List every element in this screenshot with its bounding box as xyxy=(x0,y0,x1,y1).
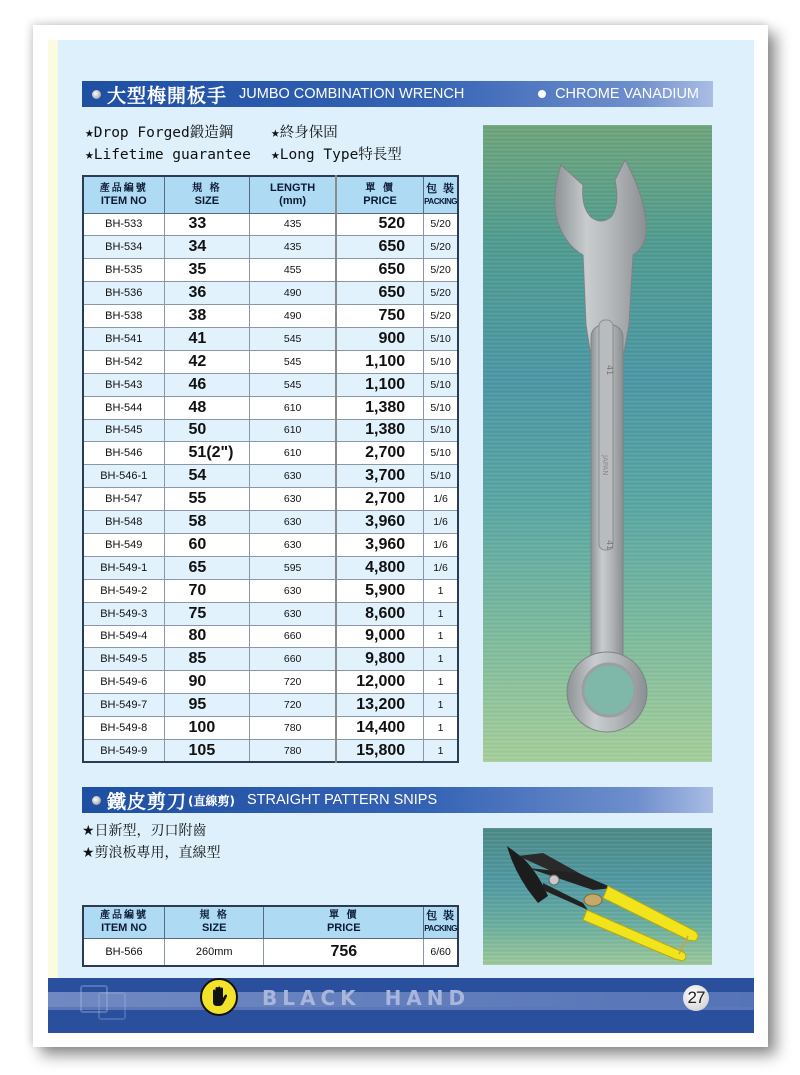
cell-size: 35 xyxy=(164,259,250,282)
cell-packing: 1/6 xyxy=(424,511,458,534)
cell-packing: 1 xyxy=(424,671,458,694)
cell-price: 2,700 xyxy=(336,442,424,465)
cell-length: 545 xyxy=(250,373,336,396)
cell-length: 660 xyxy=(250,648,336,671)
header-length: LENGTH (mm) xyxy=(250,176,336,213)
cell-length: 490 xyxy=(250,282,336,305)
cell-packing: 1/6 xyxy=(424,556,458,579)
cell-price: 14,400 xyxy=(336,717,424,740)
cell-price: 3,960 xyxy=(336,511,424,534)
cell-packing: 1/6 xyxy=(424,488,458,511)
table-row xyxy=(83,488,458,511)
cell-price: 1,100 xyxy=(336,350,424,373)
page-number: 27 xyxy=(683,985,709,1011)
bullet-icon xyxy=(92,90,101,99)
cell-length: 630 xyxy=(250,488,336,511)
cell-size: 60 xyxy=(164,533,250,556)
cell-price: 900 xyxy=(336,327,424,350)
cell-item-no: BH-548 xyxy=(83,511,164,534)
table-row xyxy=(83,671,458,694)
cell-item-no: BH-549 xyxy=(83,533,164,556)
cell-packing: 5/10 xyxy=(424,419,458,442)
cell-size: 36 xyxy=(164,282,250,305)
feature-list-wrench xyxy=(85,122,402,166)
material-text: CHROME VANADIUM xyxy=(555,86,699,102)
cell-length: 630 xyxy=(250,579,336,602)
cell-length: 630 xyxy=(250,465,336,488)
jumbo-combination-wrench-photo xyxy=(483,125,712,762)
cell-price: 9,000 xyxy=(336,625,424,648)
section-title-zh: 鐵皮剪刀 xyxy=(107,790,188,813)
wrench-spec-table xyxy=(82,175,459,763)
cell-size: 48 xyxy=(164,396,250,419)
cell-item-no: BH-549-3 xyxy=(83,602,164,625)
cell-price: 756 xyxy=(264,938,424,966)
cell-packing: 5/10 xyxy=(424,465,458,488)
cell-item-no: BH-538 xyxy=(83,305,164,328)
cell-price: 650 xyxy=(336,282,424,305)
section-title-zh: 大型梅開板手 xyxy=(107,84,228,107)
cell-packing: 1 xyxy=(424,694,458,717)
bullet-icon xyxy=(538,90,546,98)
cell-item-no: BH-544 xyxy=(83,396,164,419)
cell-packing: 5/10 xyxy=(424,442,458,465)
cell-length: 545 xyxy=(250,350,336,373)
cell-size: 46 xyxy=(164,373,250,396)
cell-packing: 5/20 xyxy=(424,259,458,282)
feature-item: ★終身保固 xyxy=(271,125,338,141)
feature-item: ★Lifetime guarantee xyxy=(85,147,251,163)
feature-list-snips xyxy=(82,820,221,864)
cell-item-no: BH-549-7 xyxy=(83,694,164,717)
snips-spec-table xyxy=(82,905,459,967)
cell-item-no: BH-546-1 xyxy=(83,465,164,488)
cell-price: 3,700 xyxy=(336,465,424,488)
header-price: 單 價 PRICE xyxy=(336,176,424,213)
table-row xyxy=(83,602,458,625)
cell-size: 70 xyxy=(164,579,250,602)
cell-length: 610 xyxy=(250,396,336,419)
cell-item-no: BH-549-8 xyxy=(83,717,164,740)
cell-item-no: BH-549-9 xyxy=(83,739,164,762)
cell-price: 4,800 xyxy=(336,556,424,579)
section-title-zh-sub: (直線剪) xyxy=(188,793,235,808)
cell-size: 38 xyxy=(164,305,250,328)
cell-packing: 1/6 xyxy=(424,533,458,556)
cell-price: 520 xyxy=(336,213,424,236)
cell-packing: 5/10 xyxy=(424,327,458,350)
panel-edge-strip xyxy=(48,40,58,978)
cell-size: 41 xyxy=(164,327,250,350)
cell-item-no: BH-549-2 xyxy=(83,579,164,602)
table-row xyxy=(83,938,458,966)
feature-item: ★日新型，刃口附齒 xyxy=(82,823,207,839)
cell-packing: 1 xyxy=(424,648,458,671)
cell-length: 435 xyxy=(250,213,336,236)
cell-packing: 5/20 xyxy=(424,236,458,259)
cell-packing: 6/60 xyxy=(424,938,458,966)
table-row xyxy=(83,305,458,328)
svg-text:41: 41 xyxy=(605,540,614,551)
cell-item-no: BH-549-6 xyxy=(83,671,164,694)
cell-price: 15,800 xyxy=(336,739,424,762)
cell-length: 630 xyxy=(250,511,336,534)
hand-icon xyxy=(207,985,231,1009)
cell-size: 33 xyxy=(164,213,250,236)
cell-size: 34 xyxy=(164,236,250,259)
decorative-square-icon xyxy=(98,992,126,1020)
table-row xyxy=(83,625,458,648)
cell-size: 55 xyxy=(164,488,250,511)
cell-packing: 5/10 xyxy=(424,396,458,419)
cell-size: 65 xyxy=(164,556,250,579)
table-row xyxy=(83,739,458,762)
cell-size: 54 xyxy=(164,465,250,488)
table-row xyxy=(83,694,458,717)
cell-packing: 1 xyxy=(424,602,458,625)
table-header-row xyxy=(83,176,458,213)
cell-price: 1,380 xyxy=(336,419,424,442)
cell-item-no: BH-546 xyxy=(83,442,164,465)
cell-size: 80 xyxy=(164,625,250,648)
table-row xyxy=(83,533,458,556)
cell-size: 42 xyxy=(164,350,250,373)
table-row xyxy=(83,236,458,259)
svg-text:JAPAN: JAPAN xyxy=(601,455,609,476)
cell-length: 455 xyxy=(250,259,336,282)
cell-size: 260mm xyxy=(164,938,263,966)
table-header-row xyxy=(83,906,458,938)
table-row xyxy=(83,556,458,579)
table-row xyxy=(83,465,458,488)
cell-size: 58 xyxy=(164,511,250,534)
cell-price: 13,200 xyxy=(336,694,424,717)
header-item-no: 產品編號 ITEM NO xyxy=(83,176,164,213)
cell-item-no: BH-549-1 xyxy=(83,556,164,579)
table-row xyxy=(83,648,458,671)
cell-length: 720 xyxy=(250,671,336,694)
table-row xyxy=(83,373,458,396)
cell-item-no: BH-542 xyxy=(83,350,164,373)
cell-length: 780 xyxy=(250,717,336,740)
cell-size: 105 xyxy=(164,739,250,762)
cell-packing: 5/20 xyxy=(424,282,458,305)
cell-price: 12,000 xyxy=(336,671,424,694)
cell-length: 435 xyxy=(250,236,336,259)
cell-size: 100 xyxy=(164,717,250,740)
table-row xyxy=(83,350,458,373)
cell-price: 2,700 xyxy=(336,488,424,511)
cell-size: 95 xyxy=(164,694,250,717)
table-row xyxy=(83,717,458,740)
cell-size: 50 xyxy=(164,419,250,442)
cell-item-no: BH-549-4 xyxy=(83,625,164,648)
snips-image xyxy=(483,828,712,965)
material-label xyxy=(538,86,699,102)
cell-length: 610 xyxy=(250,419,336,442)
table-row xyxy=(83,213,458,236)
bullet-icon xyxy=(92,796,101,805)
cell-length: 660 xyxy=(250,625,336,648)
table-row xyxy=(83,442,458,465)
cell-item-no: BH-549-5 xyxy=(83,648,164,671)
cell-price: 3,960 xyxy=(336,533,424,556)
section-title-en: STRAIGHT PATTERN SNIPS xyxy=(247,792,438,808)
header-packing: 包 裝 PACKING xyxy=(424,176,458,213)
cell-packing: 5/20 xyxy=(424,305,458,328)
cell-packing: 1 xyxy=(424,579,458,602)
cell-item-no: BH-566 xyxy=(83,938,164,966)
svg-text:41: 41 xyxy=(605,365,614,376)
cell-item-no: BH-541 xyxy=(83,327,164,350)
cell-price: 650 xyxy=(336,259,424,282)
cell-price: 9,800 xyxy=(336,648,424,671)
cell-price: 5,900 xyxy=(336,579,424,602)
cell-length: 720 xyxy=(250,694,336,717)
cell-packing: 1 xyxy=(424,717,458,740)
cell-length: 780 xyxy=(250,739,336,762)
cell-length: 595 xyxy=(250,556,336,579)
cell-length: 545 xyxy=(250,327,336,350)
cell-price: 750 xyxy=(336,305,424,328)
wrench-image xyxy=(483,125,712,762)
cell-size: 75 xyxy=(164,602,250,625)
table-row xyxy=(83,282,458,305)
cell-item-no: BH-545 xyxy=(83,419,164,442)
section-header-wrench xyxy=(82,81,713,107)
cell-price: 1,380 xyxy=(336,396,424,419)
header-item-no: 產品編號 ITEM NO xyxy=(83,906,164,938)
cell-packing: 5/10 xyxy=(424,373,458,396)
feature-item: ★Drop Forged鍛造鋼 xyxy=(85,125,234,141)
cell-packing: 5/20 xyxy=(424,213,458,236)
header-size: 規 格 SIZE xyxy=(164,906,263,938)
cell-item-no: BH-547 xyxy=(83,488,164,511)
cell-size: 51(2") xyxy=(164,442,250,465)
cell-size: 85 xyxy=(164,648,250,671)
cell-packing: 1 xyxy=(424,625,458,648)
table-row xyxy=(83,327,458,350)
section-header-snips xyxy=(82,787,713,813)
brand-name: BLACK HAND xyxy=(262,986,471,1010)
header-packing: 包 裝 PACKING xyxy=(424,906,458,938)
header-size: 規 格 SIZE xyxy=(164,176,250,213)
cell-item-no: BH-533 xyxy=(83,213,164,236)
table-row xyxy=(83,579,458,602)
cell-item-no: BH-536 xyxy=(83,282,164,305)
cell-length: 630 xyxy=(250,602,336,625)
table-row xyxy=(83,419,458,442)
cell-packing: 1 xyxy=(424,739,458,762)
cell-price: 650 xyxy=(336,236,424,259)
table-row xyxy=(83,259,458,282)
cell-item-no: BH-535 xyxy=(83,259,164,282)
straight-pattern-snips-photo xyxy=(483,828,712,965)
cell-packing: 5/10 xyxy=(424,350,458,373)
feature-item: ★Long Type特長型 xyxy=(271,147,402,163)
cell-item-no: BH-534 xyxy=(83,236,164,259)
black-hand-logo xyxy=(200,978,238,1016)
cell-item-no: BH-543 xyxy=(83,373,164,396)
cell-length: 630 xyxy=(250,533,336,556)
header-price: 單 價 PRICE xyxy=(264,906,424,938)
cell-length: 610 xyxy=(250,442,336,465)
cell-size: 90 xyxy=(164,671,250,694)
cell-length: 490 xyxy=(250,305,336,328)
cell-price: 8,600 xyxy=(336,602,424,625)
section-title-en: JUMBO COMBINATION WRENCH xyxy=(239,86,465,102)
feature-item: ★剪浪板專用，直線型 xyxy=(82,845,221,861)
cell-price: 1,100 xyxy=(336,373,424,396)
table-row xyxy=(83,511,458,534)
table-row xyxy=(83,396,458,419)
